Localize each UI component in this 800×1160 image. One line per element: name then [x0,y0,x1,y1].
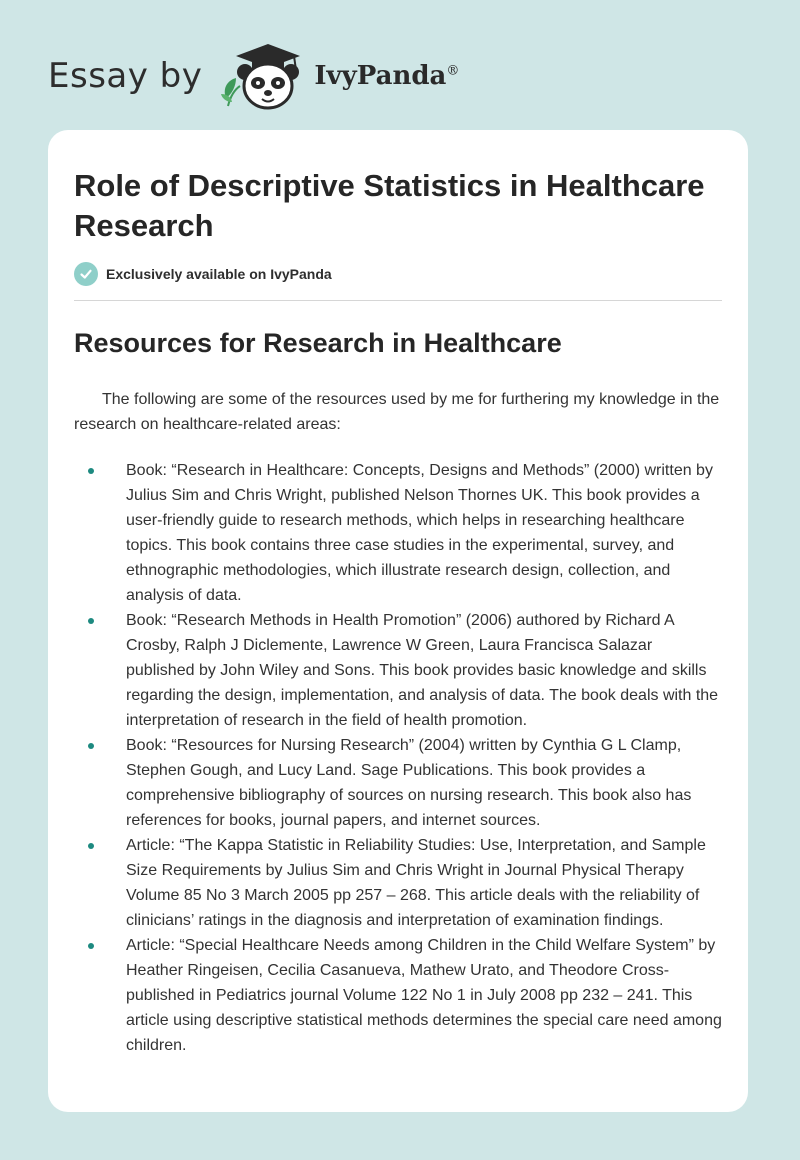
list-item [74,833,722,933]
checkmark-icon [74,262,98,286]
essay-by-label: Essay by [48,56,203,96]
bullet-icon [88,843,94,849]
bullet-icon [88,943,94,949]
divider [74,300,722,301]
page-title: Role of Descriptive Statistics in Healthcare Research [74,168,705,243]
bullet-icon [88,743,94,749]
list-item-text: Book: “Resources for Nursing Research” (2004) written by Cynthia G L Clamp, Stephen Gough, and Lucy Land. Sage Publications. This book provides a comprehensive bibliography of sources on nursing research. This book also has references for books, journal papers, and internet sources. [126,737,692,829]
list-item [74,733,722,833]
list-item-text: Article: “The Kappa Statistic in Reliability Studies: Use, Interpretation, and Sample Size Requirements by Julius Sim and Chris Wright in Journal Physical Therapy Volume 85 No 3 March 2005 pp 257 – 268. This article deals with the reliability of clinicians’ ratings in the diagnosis and interpretation of examination findings. [126,837,706,929]
brand-name[interactable] [314,61,459,91]
list-item-text: Book: “Research Methods in Health Promotion” (2006) authored by Richard A Crosby, Ralph J Diclemente, Lawrence W Green, Laura Francisca Salazar published by John Wiley and Sons. This book provides basic knowledge and skills regarding the design, implementation, and analysis of data. The book deals with the interpretation of research in the field of health promotion. [126,612,719,729]
list-item-text: Book: “Research in Healthcare: Concepts, Designs and Methods” (2000) written by Julius Sim and Chris Wright, published Nelson Thornes UK. This book provides a user-friendly guide to research methods, which helps in researching healthcare topics. This book contains three case studies in the experimental, survey, and ethnographic methodologies, which illustrate research design, collection, and analysis of data. [126,462,713,604]
exclusive-badge [74,262,722,286]
panda-logo-icon[interactable] [218,40,308,112]
bullet-icon [88,618,94,624]
resource-list [74,458,722,1058]
list-item [74,458,722,608]
brand-label: IvyPanda [314,61,447,91]
list-item [74,608,722,733]
section-heading: Resources for Research in Healthcare [74,328,562,358]
list-item [74,933,722,1058]
intro-paragraph: The following are some of the resources used by me for furthering my knowledge in the research on healthcare-related areas: [74,391,720,433]
registered-mark: ® [446,63,460,79]
bullet-icon [88,468,94,474]
exclusive-badge-label: Exclusively available on IvyPanda [106,266,332,282]
list-item-text: Article: “Special Healthcare Needs among Children in the Child Welfare System” by Heather Ringeisen, Cecilia Casanueva, Mathew Urato, and Theodore Cross-published in Pediatrics journal Volume 122 No 1 in July 2008 pp 232 – 241. This article using descriptive statistical methods determines the special care need among children. [126,937,722,1054]
site-header [48,36,459,116]
article-card [48,130,748,1112]
